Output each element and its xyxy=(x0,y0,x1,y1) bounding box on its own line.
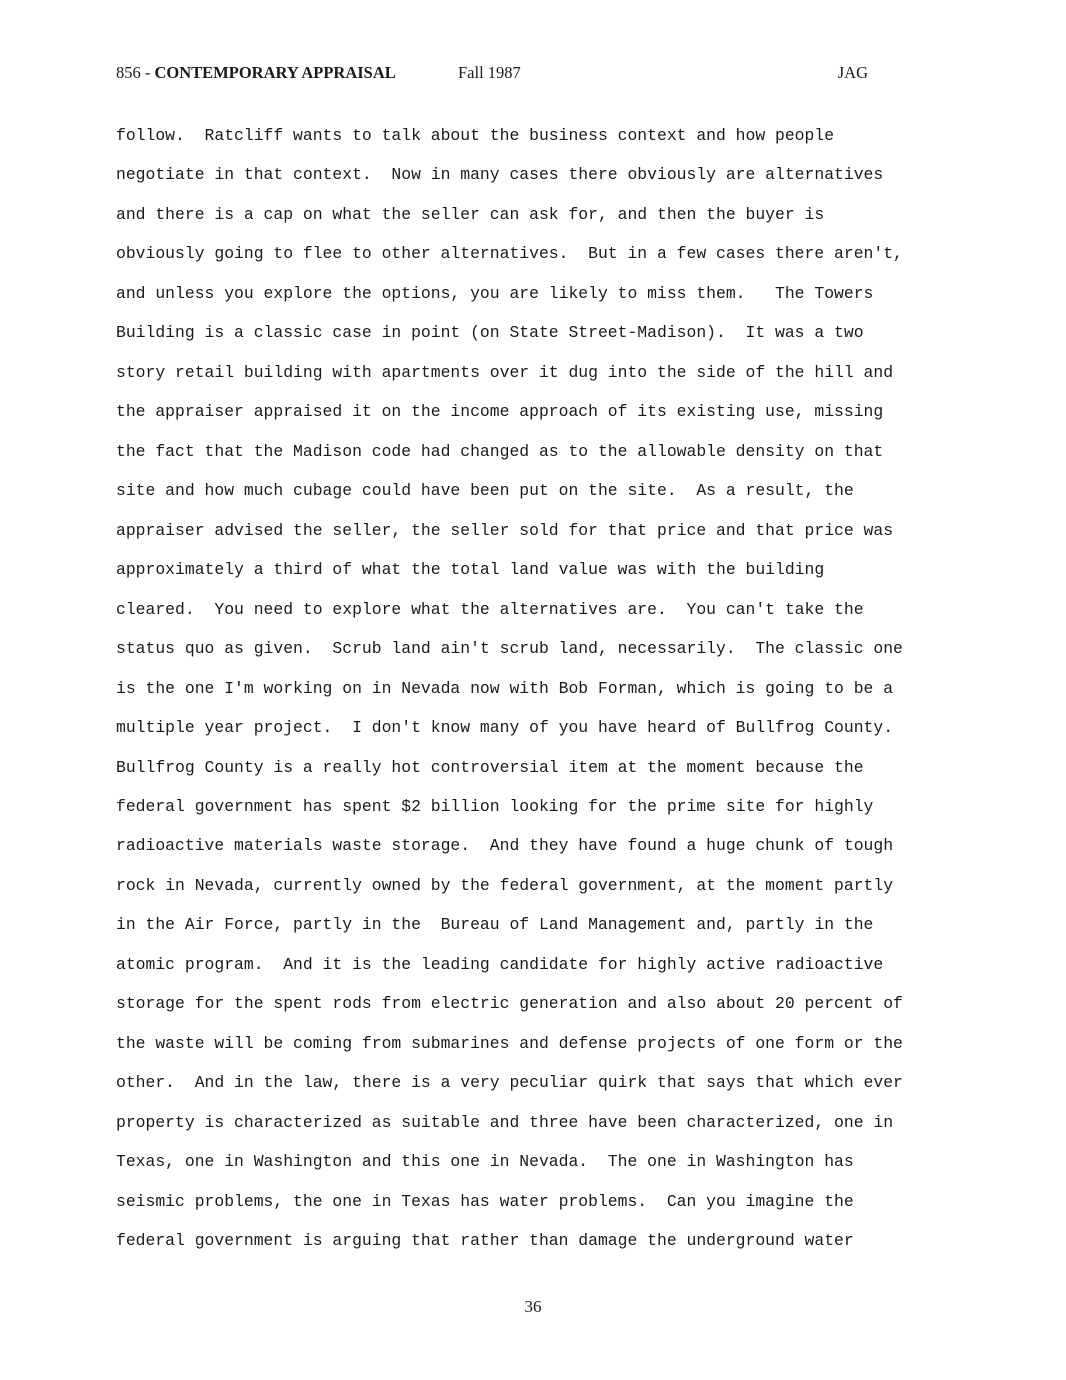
text-line: radioactive materials waste storage. And they have found a huge chunk of tough xyxy=(116,836,894,856)
text-line: the appraiser appraised it on the income approach of its existing use, missing xyxy=(116,402,884,422)
text-line: status quo as given. Scrub land ain't scrub land, necessarily. The classic one xyxy=(116,639,903,659)
text-line: negotiate in that context. Now in many cases there obviously are alternatives xyxy=(116,165,884,185)
page-number: 36 xyxy=(524,1297,542,1316)
text-line: follow. Ratcliff wants to talk about the business context and how people xyxy=(116,126,835,145)
text-line: cleared. You need to explore what the alternatives are. You can't take the xyxy=(116,599,864,619)
text-line: and unless you explore the options, you are likely to miss them. The Towers xyxy=(116,283,874,303)
author-initials: JAG xyxy=(837,63,868,82)
text-line: seismic problems, the one in Texas has water problems. Can you imagine the xyxy=(116,1191,854,1211)
course-number: 856 - xyxy=(116,63,155,82)
text-line: is the one I'm working on in Nevada now with Bob Forman, which is going to be a xyxy=(116,678,894,698)
text-line: the waste will be coming from submarines and defense projects of one form or the xyxy=(116,1033,903,1053)
text-line: in the Air Force, partly in the Bureau of Land Management and, partly in the xyxy=(116,915,874,935)
text-line: story retail building with apartments over it dug into the side of the hill and xyxy=(116,362,894,382)
term-label: Fall 1987 xyxy=(458,63,521,82)
course-label xyxy=(116,60,396,86)
text-line: and there is a cap on what the seller can ask for, and then the buyer is xyxy=(116,204,825,224)
text-line: rock in Nevada, currently owned by the federal government, at the moment partly xyxy=(116,875,894,895)
text-line: approximately a third of what the total land value was with the building xyxy=(116,560,825,580)
text-line: other. And in the law, there is a very peculiar quirk that says that which ever xyxy=(116,1073,903,1093)
text-line: obviously going to flee to other alternatives. But in a few cases there aren't, xyxy=(116,244,903,264)
text-line: storage for the spent rods from electric generation and also about 20 percent of xyxy=(116,994,903,1014)
page-header xyxy=(116,60,876,86)
course-title: CONTEMPORARY APPRAISAL xyxy=(154,63,396,82)
text-line: property is characterized as suitable and three have been characterized, one in xyxy=(116,1112,894,1132)
text-line: the fact that the Madison code had changed as to the allowable density on that xyxy=(116,441,884,461)
text-line: Bullfrog County is a really hot controversial item at the moment because the xyxy=(116,757,864,777)
text-line: appraiser advised the seller, the seller sold for that price and that price was xyxy=(116,520,894,540)
text-line: federal government is arguing that rather than damage the underground water xyxy=(116,1231,854,1251)
text-line: Texas, one in Washington and this one in Nevada. The one in Washington has xyxy=(116,1152,854,1172)
text-line: atomic program. And it is the leading candidate for highly active radioactive xyxy=(116,954,884,974)
transcript-body xyxy=(116,116,1016,1261)
text-line: site and how much cubage could have been put on the site. As a result, the xyxy=(116,481,854,501)
text-line: federal government has spent $2 billion looking for the prime site for highly xyxy=(116,796,874,816)
text-line: Building is a classic case in point (on State Street-Madison). It was a two xyxy=(116,323,864,343)
text-line: multiple year project. I don't know many of you have heard of Bullfrog County. xyxy=(116,718,894,738)
